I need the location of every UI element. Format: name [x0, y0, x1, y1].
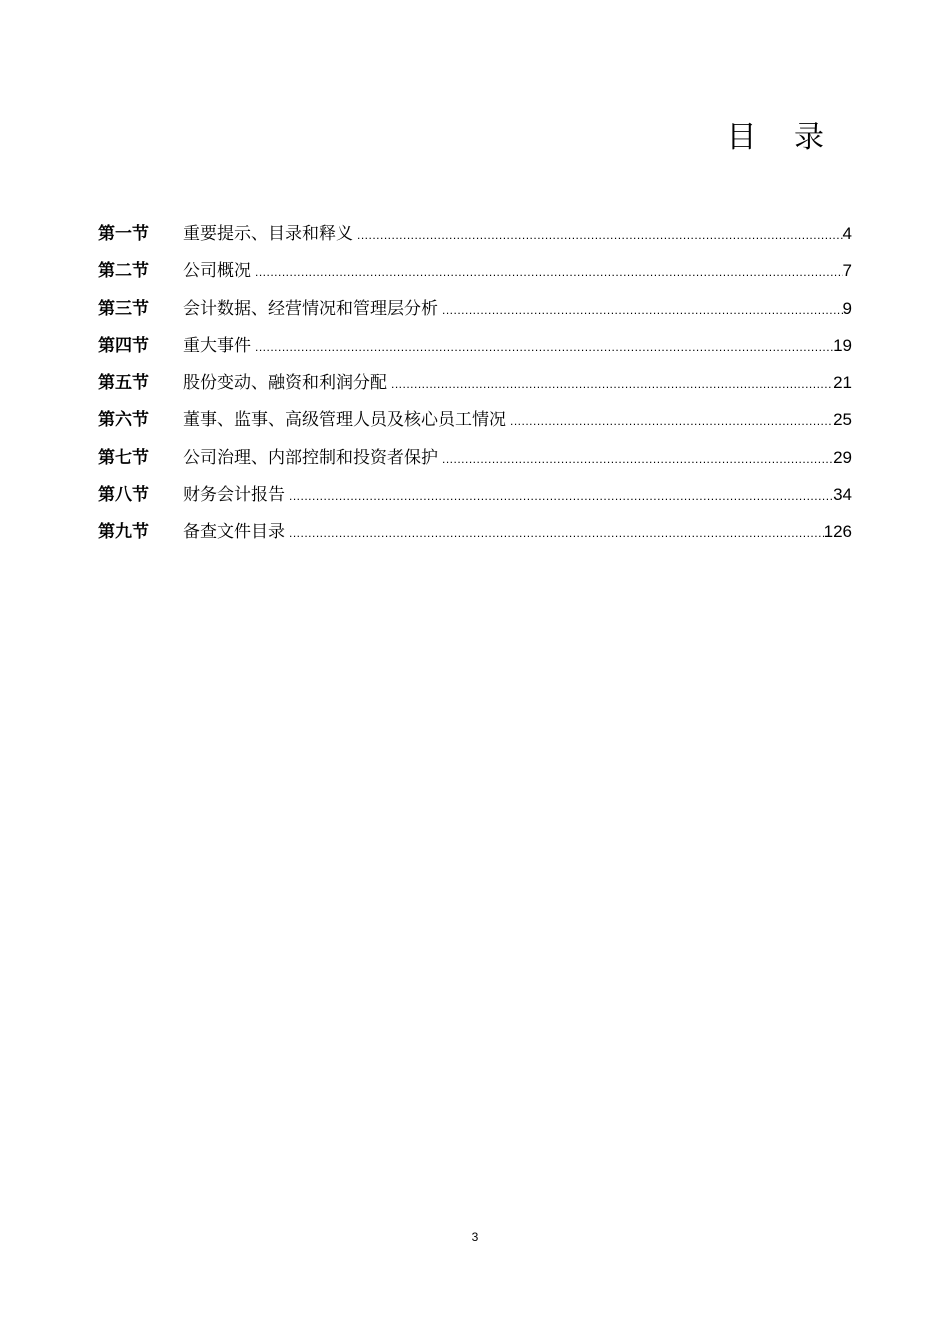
toc-entry[interactable] — [98, 518, 852, 555]
toc-dot-leader — [442, 296, 843, 324]
toc-dot-leader — [289, 519, 824, 547]
toc-page-number: 21 — [833, 373, 852, 393]
toc-section-number: 第六节 — [98, 410, 149, 431]
toc-dot-leader — [255, 258, 843, 286]
table-of-contents — [98, 220, 852, 556]
toc-page-number: 4 — [842, 224, 852, 243]
toc-dot-leader — [289, 482, 833, 510]
toc-section-title: 公司概况 — [183, 261, 251, 282]
toc-dot-leader — [442, 445, 833, 473]
toc-section-number: 第二节 — [98, 261, 149, 282]
toc-entry[interactable] — [98, 220, 852, 257]
page-footer-number: 3 — [471, 1230, 479, 1244]
toc-section-title: 会计数据、经营情况和管理层分析 — [183, 298, 438, 319]
toc-section-title: 股份变动、融资和利润分配 — [183, 373, 387, 394]
toc-page-number: 7 — [842, 261, 852, 281]
toc-page-number: 19 — [833, 335, 852, 355]
toc-section-number: 第九节 — [98, 522, 149, 543]
toc-page-number: 29 — [833, 447, 852, 467]
toc-section-number: 第三节 — [98, 298, 149, 319]
toc-section-number: 第一节 — [98, 224, 149, 244]
toc-entry[interactable] — [98, 444, 852, 481]
toc-section-title: 财务会计报告 — [183, 485, 285, 506]
toc-page-number: 34 — [833, 485, 852, 505]
toc-page-number: 25 — [833, 410, 852, 430]
toc-section-number: 第八节 — [98, 485, 149, 506]
toc-section-number: 第七节 — [98, 447, 149, 468]
toc-section-title: 备查文件目录 — [183, 522, 285, 543]
toc-entry[interactable] — [98, 369, 852, 406]
toc-section-title: 董事、监事、高级管理人员及核心员工情况 — [183, 410, 506, 431]
toc-dot-leader — [357, 221, 843, 249]
toc-section-number: 第四节 — [98, 335, 149, 356]
page-title: 目 录 — [726, 120, 838, 155]
toc-entry[interactable] — [98, 332, 852, 369]
toc-entry[interactable] — [98, 406, 852, 443]
toc-section-title: 重要提示、目录和释义 — [183, 224, 353, 244]
toc-dot-leader — [510, 407, 833, 435]
toc-entry[interactable] — [98, 481, 852, 518]
toc-section-title: 公司治理、内部控制和投资者保护 — [183, 447, 438, 468]
toc-page-number: 126 — [823, 522, 852, 542]
toc-entry[interactable] — [98, 295, 852, 332]
toc-section-title: 重大事件 — [183, 335, 251, 356]
toc-dot-leader — [255, 333, 833, 361]
toc-dot-leader — [391, 370, 833, 398]
toc-entry[interactable] — [98, 257, 852, 294]
toc-page-number: 9 — [842, 298, 852, 318]
toc-section-number: 第五节 — [98, 373, 149, 394]
